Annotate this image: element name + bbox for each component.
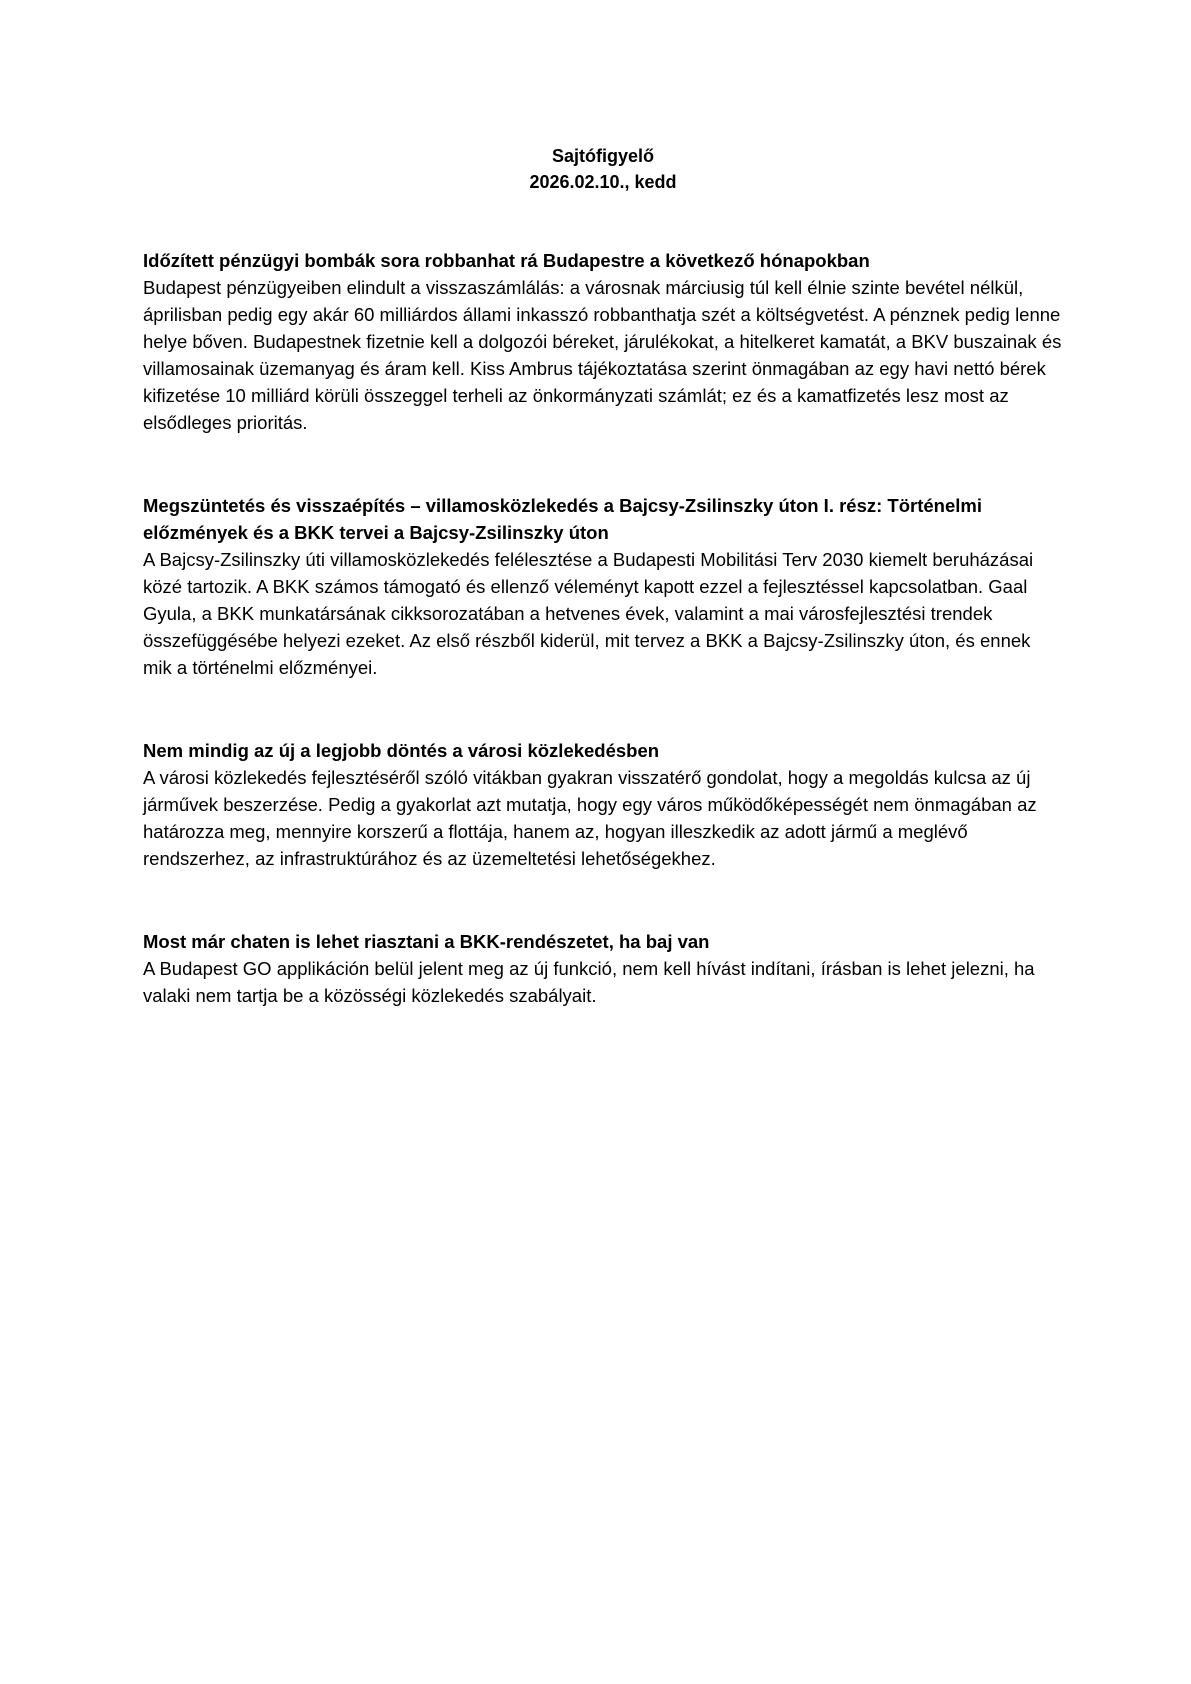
article-title: Időzített pénzügyi bombák sora robbanhat rá Budapestre a következő hónapokban bbox=[143, 250, 870, 271]
article-title: Nem mindig az új a legjobb döntés a városi közlekedésben bbox=[143, 740, 660, 761]
article-1 bbox=[143, 247, 1063, 436]
article-3 bbox=[143, 737, 1063, 872]
document-header bbox=[143, 143, 1063, 195]
document-date: 2026.02.10., kedd bbox=[529, 172, 677, 192]
article-4 bbox=[143, 928, 1063, 1009]
article-title: Megszüntetés és visszaépítés – villamosközlekedés a Bajcsy-Zsilinszky úton I. rész: Történelmi előzmények és a BKK tervei a Bajcsy-Zsilinszky úton bbox=[143, 495, 982, 543]
article-body: Budapest pénzügyeiben elindult a visszaszámlálás: a városnak márciusig túl kell élnie szinte bevétel nélkül, áprilisban pedig egy akár 60 milliárdos állami inkasszó robbanthatja szét a költségvetést. A pénznek pedig lenne helye bőven. Budapestnek fizetnie kell a dolgozói béreket, járulékokat, a hitelkeret kamatát, a BKV buszainak és villamosainak üzemanyag és áram kell. Kiss Ambrus tájékoztatása szerint önmagában az egy havi nettó bérek kifizetése 10 milliárd körüli összeggel terheli az önkormányzati számlát; ez és a kamatfizetés lesz most az elsődleges prioritás. bbox=[143, 277, 1062, 433]
article-body: A Bajcsy-Zsilinszky úti villamosközlekedés felélesztése a Budapesti Mobilitási Terv 2030 kiemelt beruházásai közé tartozik. A BKK számos támogató és ellenző véleményt kapott ezzel a fejlesztéssel kapcsolatban. Gaal Gyula, a BKK munkatársának cikksorozatában a hetvenes évek, valamint a mai városfejlesztési trendek összefüggésébe helyezi ezeket. Az első részből kiderül, mit tervez a BKK a Bajcsy-Zsilinszky úton, és ennek mik a történelmi előzményei. bbox=[143, 549, 1034, 678]
article-2 bbox=[143, 492, 1063, 681]
article-title: Most már chaten is lehet riasztani a BKK-rendészetet, ha baj van bbox=[143, 931, 710, 952]
article-body: A városi közlekedés fejlesztéséről szóló vitákban gyakran visszatérő gondolat, hogy a megoldás kulcsa az új járművek beszerzése. Pedig a gyakorlat azt mutatja, hogy egy város működőképességét nem önmagában az határozza meg, mennyire korszerű a flottája, hanem az, hogyan illeszkedik az adott jármű a meglévő rendszerhez, az infrastruktúrához és az üzemeltetési lehetőségekhez. bbox=[143, 767, 1037, 869]
document-title: Sajtófigyelő bbox=[551, 146, 654, 166]
article-body: A Budapest GO applikáción belül jelent meg az új funkció, nem kell hívást indítani, írásban is lehet jelezni, ha valaki nem tartja be a közösségi közlekedés szabályait. bbox=[143, 958, 1035, 1006]
document-page bbox=[143, 143, 1063, 1065]
